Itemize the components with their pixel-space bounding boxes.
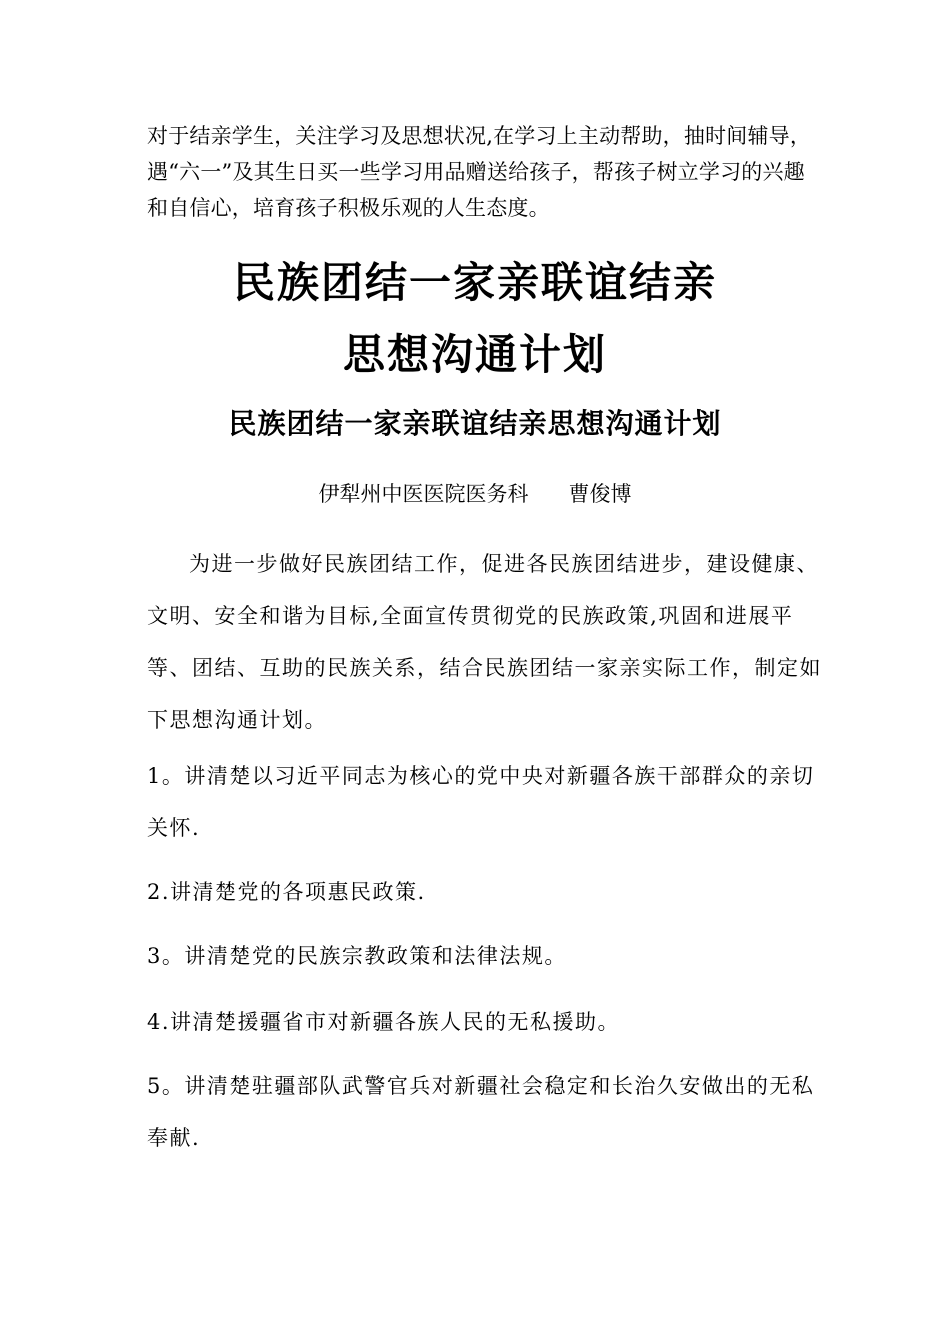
main-title-line-1: 民族团结一家亲联谊结亲 (232, 258, 717, 307)
author-line (0, 478, 950, 508)
list-item-3: 3。讲清楚党的民族宗教政策和法律法规。 (147, 944, 567, 968)
list-item-5: 5。讲清楚驻疆部队武警官兵对新疆社会稳定和长治久安做出的无私奉献. (147, 1074, 815, 1150)
intro-paragraph: 对于结亲学生，关注学习及思想状况,在学习上主动帮助，抽时间辅导，遇“六一”及其生日买一些学习用品赠送给孩子，帮孩子树立学习的兴趣和自信心，培育孩子积极乐观的人生态度。 (147, 124, 812, 220)
main-title-line-2: 思想沟通计划 (342, 330, 607, 379)
list-item-2: 2.讲清楚党的各项惠民政策. (147, 880, 426, 904)
subtitle: 民族团结一家亲联谊结亲思想沟通计划 (228, 407, 722, 440)
intro-section (147, 118, 817, 226)
list-item-1: 1。讲清楚以习近平同志为核心的党中央对新疆各族干部群众的亲切关怀. (147, 764, 815, 840)
author-name: 曹俊博 (568, 482, 632, 506)
body-paragraph: 为进一步做好民族团结工作，促进各民族团结进步，建设健康、文明、安全和谐为目标,全面宣传贯彻党的民族政策,巩固和进展平等、团结、互助的民族关系，结合民族团结一家亲实际工作，制定如下思想沟通计划。 (147, 552, 822, 732)
list-item-4: 4.讲清楚援疆省市对新疆各族人民的无私援助。 (147, 1010, 621, 1034)
author-department: 伊犁州中医医院医务科 (318, 482, 529, 506)
